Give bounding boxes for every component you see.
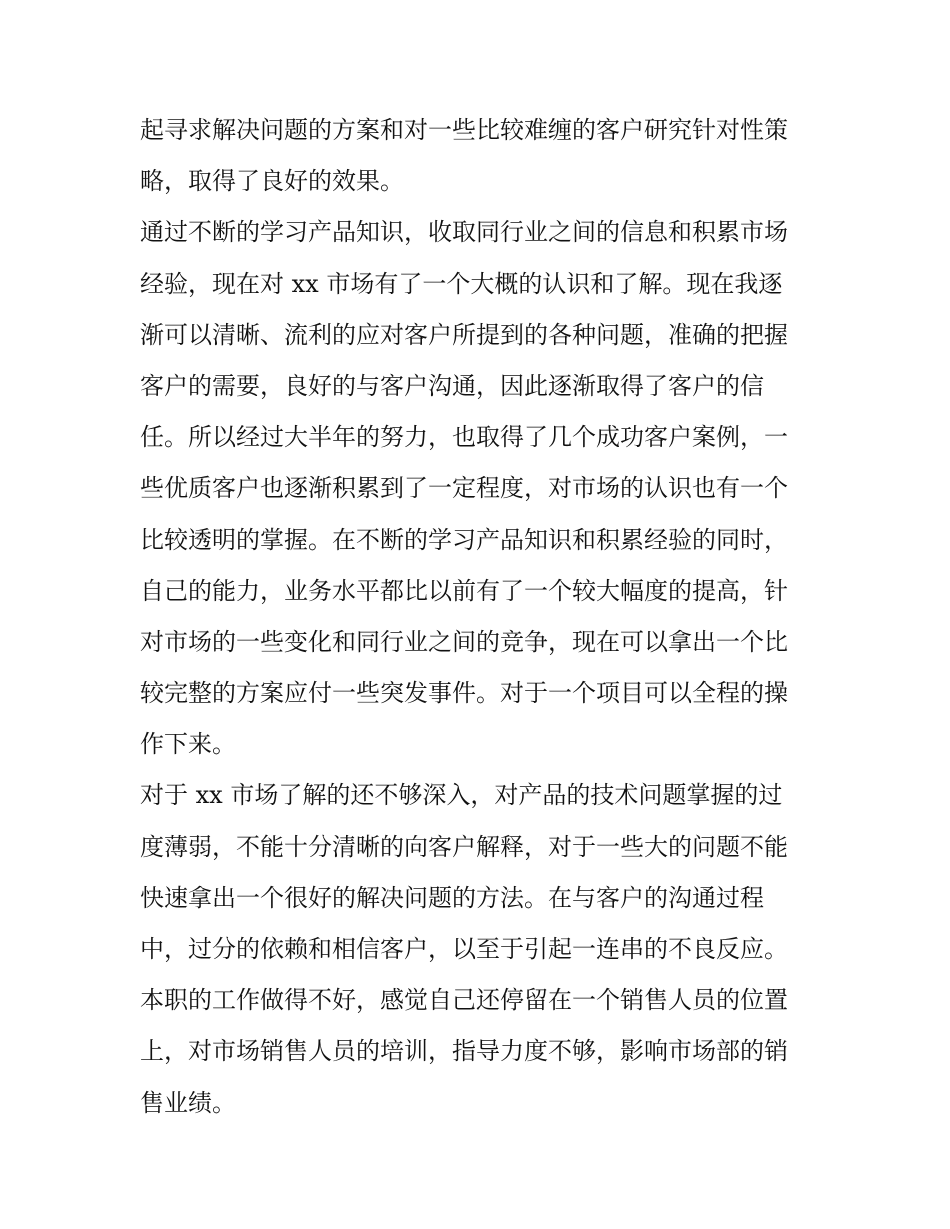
text-line: 对于 xx 市场了解的还不够深入，对产品的技术问题掌握的过 <box>140 781 783 810</box>
text-line: 作下来。 <box>140 730 236 759</box>
text-line: 较完整的方案应付一些突发事件。对于一个项目可以全程的操 <box>140 679 788 708</box>
text-line: 自己的能力，业务水平都比以前有了一个较大幅度的提高，针 <box>140 576 788 605</box>
text-line: 通过不断的学习产品知识，收取同行业之间的信息和积累市场 <box>140 218 788 247</box>
text-line: 中，过分的依赖和相信客户，以至于引起一连串的不良反应。 <box>140 935 788 963</box>
text-line: 上，对市场销售人员的培训，指导力度不够，影响市场部的销 <box>140 1037 788 1066</box>
text-line: 度薄弱，不能十分清晰的向客户解释，对于一些大的问题不能 <box>140 832 788 861</box>
text-line: 比较透明的掌握。在不断的学习产品知识和积累经验的同时， <box>140 525 788 554</box>
text-line: 些优质客户也逐渐积累到了一定程度，对市场的认识也有一个 <box>140 474 788 503</box>
text-line: 略，取得了良好的效果。 <box>140 167 404 196</box>
body-text <box>140 105 820 1129</box>
text-line: 经验，现在对 xx 市场有了一个大概的认识和了解。现在我逐 <box>140 269 783 298</box>
text-line: 本职的工作做得不好，感觉自己还停留在一个销售人员的位置 <box>140 986 788 1015</box>
text-line: 任。所以经过大半年的努力，也取得了几个成功客户案例，一 <box>140 423 788 452</box>
text-line: 起寻求解决问题的方案和对一些比较难缠的客户研究针对性策 <box>140 116 788 144</box>
text-line: 对市场的一些变化和同行业之间的竞争，现在可以拿出一个比 <box>140 627 788 656</box>
text-line: 客户的需要，良好的与客户沟通，因此逐渐取得了客户的信 <box>140 371 764 400</box>
text-line: 渐可以清晰、流利的应对客户所提到的各种问题，准确的把握 <box>140 320 788 349</box>
text-line: 售业绩。 <box>140 1088 236 1117</box>
text-line: 快速拿出一个很好的解决问题的方法。在与客户的沟通过程 <box>140 883 764 912</box>
